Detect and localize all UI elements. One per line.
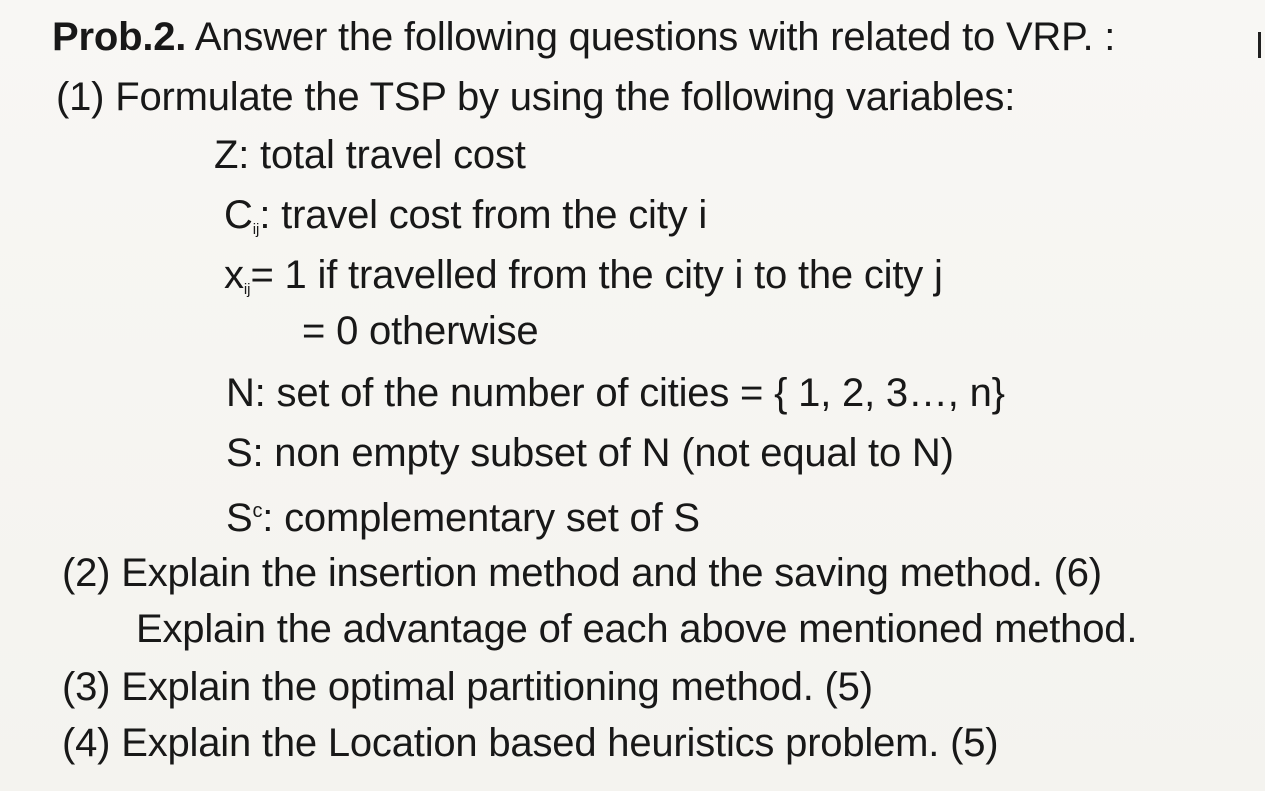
variable-x-otherwise	[302, 306, 538, 356]
page-edge-mark	[1258, 32, 1261, 58]
variable-z	[214, 130, 526, 180]
question-3-text: Explain the optimal partitioning method. (5)	[121, 665, 873, 709]
question-2-line-1: Explain the insertion method and the saving method. (6)	[121, 551, 1102, 595]
variable-sc	[226, 486, 700, 543]
variable-sc-symbol: S	[226, 496, 253, 540]
question-1-number: (1)	[56, 75, 105, 119]
problem-label: Prob.2.	[52, 15, 187, 59]
variable-x-subscript: ij	[243, 281, 251, 298]
variable-c-text: : travel cost from the city i	[259, 193, 708, 237]
variable-s	[226, 428, 954, 478]
variable-n	[226, 368, 1005, 418]
variable-x-text: = 1 if travelled from the city i to the city j	[250, 253, 943, 297]
question-2	[62, 548, 1102, 598]
variable-c-subscript: ij	[252, 221, 260, 238]
problem-text: Answer the following questions with related to VRP. :	[194, 15, 1116, 59]
question-2-continued	[136, 604, 1137, 654]
question-4-number: (4)	[62, 721, 111, 765]
question-1-text: Formulate the TSP by using the following variables:	[115, 75, 1016, 119]
variable-x-symbol: x	[224, 253, 244, 297]
question-4	[62, 718, 998, 768]
variable-s-text: S: non empty subset of N (not equal to N)	[226, 431, 954, 475]
question-2-line-2: Explain the advantage of each above mentioned method.	[136, 607, 1138, 651]
question-4-text: Explain the Location based heuristics problem. (5)	[121, 721, 999, 765]
variable-sc-text: : complementary set of S	[262, 496, 700, 540]
variable-sc-superscript: c	[252, 500, 263, 522]
variable-x-otherwise-text: = 0 otherwise	[302, 309, 539, 353]
variable-n-text: N: set of the number of cities = { 1, 2, 3…, n}	[226, 371, 1005, 415]
variable-cij	[224, 190, 707, 255]
question-1	[56, 72, 1015, 122]
question-3	[62, 662, 873, 712]
variable-z-text: Z: total travel cost	[214, 133, 526, 177]
question-3-number: (3)	[62, 665, 111, 709]
problem-heading	[52, 12, 1115, 62]
question-2-number: (2)	[62, 551, 111, 595]
variable-c-symbol: C	[224, 193, 253, 237]
